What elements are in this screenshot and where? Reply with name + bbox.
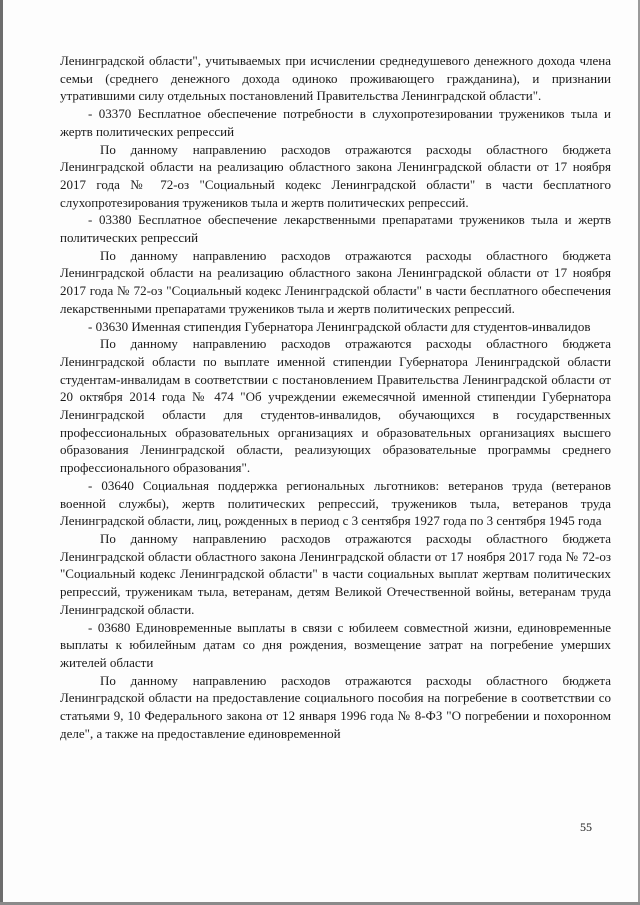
expense-item-03370: - 03370 Бесплатное обеспечение потребности в слухопротезировании тружеников тыла и жертв политических репрессий [60,106,611,139]
expense-item-03640: - 03640 Социальная поддержка региональных льготников: ветеранов труда (ветеранов военной службы), жертв политических репрессий, тружеников тыла, ветеранов труда Ленинградской области, лиц, рожденных в период с 3 сентября 1927 года по 3 сентября 1945 года [60,477,611,529]
paragraph-description: По данному направлению расходов отражаются расходы областного бюджета Ленинградской области по выплате именной стипендии Губернатора Ленинградской области студентам-инвалидам в соответствии с постановлением Правительства Ленинградской области от 20 октября 2014 года № 474 "Об учреждении ежемесячной именной стипендии Губернатора Ленинградской области для студентов-инвалидов, обучающихся в государственных профессиональных образовательных организациях и образовательных организациях высшего образования Ленинградской области, реализующих образовательные программы среднего профессионального образования". [60,336,611,476]
page-number: 55 [580,820,592,834]
paragraph-description: По данному направлению расходов отражаются расходы областного бюджета Ленинградской области на предоставление социального пособия на погребение в соответствии со статьями 9, 10 Федерального закона от 12 января 1996 года № 8-ФЗ "О погребении и похоронном деле", а также на предоставление единовременной [60,672,611,741]
scan-border-left [0,0,3,905]
expense-item-03680: - 03680 Единовременные выплаты в связи с юбилеем совместной жизни, единовременные выплаты к юбилейным датам со дня рождения, возмещение затрат на погребение умерших жителей области [60,619,611,670]
expense-item-03630: - 03630 Именная стипендия Губернатора Ленинградской области для студентов-инвалидов [88,318,591,334]
paragraph-continuation: Ленинградской области", учитываемых при исчислении среднедушевого денежного дохода члена семьи (среднего денежного дохода одиноко проживающего гражданина), и признании утратившими силу отдельных постановлений Правительства Ленинградской области". [60,53,611,104]
document-body [60,52,611,742]
paragraph-description: По данному направлению расходов отражаются расходы областного бюджета Ленинградской области на реализацию областного закона Ленинградской области от 17 ноября 2017 года № 72-оз "Социальный кодекс Ленинградской области" в части бесплатного обеспечения лекарственными препаратами тружеников тыла и жертв политических репрессий. [60,247,611,316]
paragraph-description: По данному направлению расходов отражаются расходы областного бюджета Ленинградской области областного закона Ленинградской области от 17 ноября 2017 года № 72-оз "Социальный кодекс Ленинградской области" в части социальных выплат жертвам политических репрессий, труженикам тыла, ветеранам, детям Великой Отечественной войны, ветеранам труда Ленинградской области. [60,530,611,617]
paragraph-description: По данному направлению расходов отражаются расходы областного бюджета Ленинградской области на реализацию областного закона Ленинградской области от 17 ноября 2017 года № 72-оз "Социальный кодекс Ленинградской области" в части бесплатного слухопротезирования тружеников тыла и жертв политических репрессий. [60,141,611,210]
expense-item-03380: - 03380 Бесплатное обеспечение лекарственными препаратами тружеников тыла и жертв политических репрессий [60,212,611,246]
